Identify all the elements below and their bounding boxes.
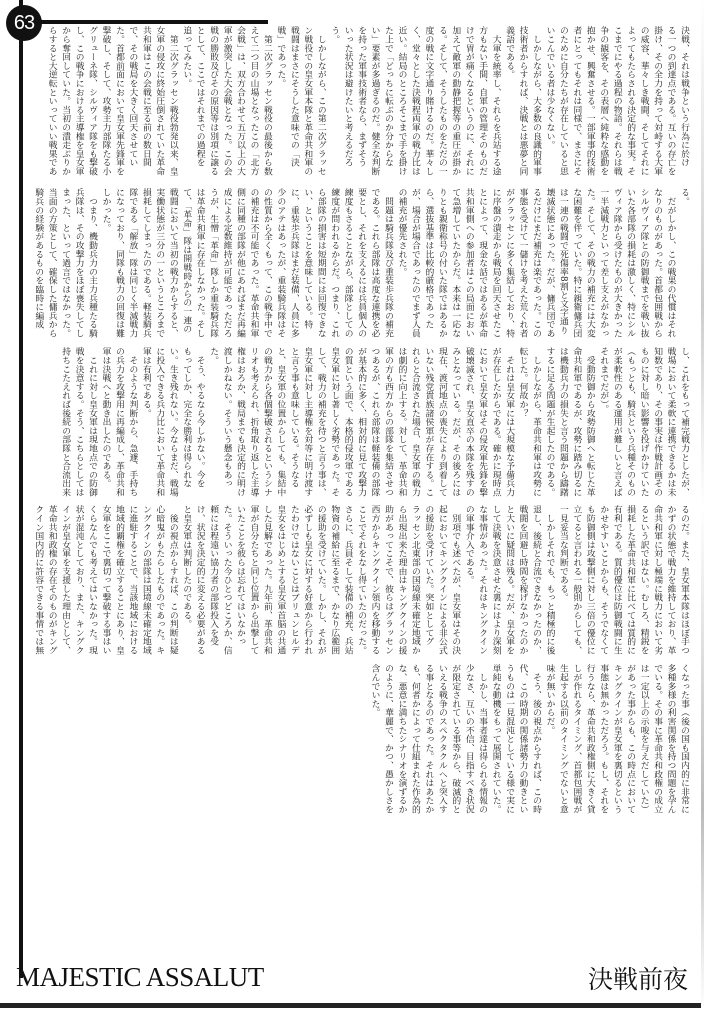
text-column: に、重装歩兵隊はまだ装備、人員に多 <box>288 188 299 338</box>
text-column: 軍の方も西方からの部隊を集結させつ <box>383 347 394 497</box>
text-column: が、場合が場合であったのでまず人員 <box>409 188 420 338</box>
text-column: があった事からも、この時点において <box>625 664 636 814</box>
text-column: 会戦」は、双方合わせて五万以上の大 <box>235 26 246 176</box>
text-column: し、この戦争における主導権を皇女軍 <box>73 26 84 176</box>
text-column: た。そういった今ひとつどころか、信 <box>221 505 232 655</box>
text-column: は機動兵力の損失と言う問題から躊躇 <box>557 347 568 497</box>
text-column: 後の視点からすれば、この判断は疑 <box>167 505 178 655</box>
text-column: くなった事（後の国も国内的に非常に <box>679 664 689 814</box>
text-column: しが作れるタイミング、首都包囲戦が <box>571 664 582 814</box>
text-column: いない残党貴族諸侯軍が存在する。こ <box>423 347 434 497</box>
text-column: さらに、兵員そして装備の補充、兵站 <box>342 505 353 655</box>
text-column: 問題は騎兵隊及び重装歩兵隊の補充 <box>383 188 394 338</box>
text-column: 度の戦に文字通り賭けるのだ。華々し <box>423 26 434 176</box>
text-column: 事態を受けて一儲けを考えた荒くれ者 <box>517 188 528 338</box>
text-column: 決戦、それは戦争という行為に於け <box>679 26 689 167</box>
text-column: 共和軍はこの会戦に至る前の数日間 <box>140 26 151 167</box>
text-column: 物資の補給に至るまで、かなり広範囲 <box>329 505 340 655</box>
text-column: たわけではないことはブリュンヒルデ <box>288 505 299 655</box>
text-column: して決戦を決意させた裏にはより深刻 <box>490 505 501 655</box>
text-column: し、これをもって補完戦力としたが、 <box>679 347 689 497</box>
text-column: もってしか、完全な勝利は得られな <box>181 347 192 488</box>
text-column: 含んでいた。 <box>369 664 380 717</box>
text-column: る事となるのであった。それはあたか <box>423 664 434 814</box>
text-column: 壊滅状態にあった。だが、傭兵団であ <box>544 188 555 338</box>
text-column: 権はおろか、戦局までも決定的に明け <box>235 347 246 497</box>
text-column: 争の観客を、その表層へ純粋な感動を <box>598 26 609 176</box>
text-column: の補充が優先された。 <box>396 188 407 276</box>
text-column: 地域的覇権を確立することにあり、皇 <box>113 505 124 655</box>
text-column: の質という面で、本格的侵攻軍である <box>342 347 353 497</box>
text-column: るだけにまだ補充は楽であった。この <box>531 188 542 338</box>
text-column: 行うなら、革命共和政権側に大きく貸 <box>584 664 595 814</box>
text-column: 皇女軍に対し主導権を対等に明け渡す <box>302 347 313 497</box>
text-column: 損耗した革命共和軍に比べては質的に <box>625 505 636 655</box>
text-column: それまでだが）。 <box>598 347 609 413</box>
text-column: の性質から全くもって、この戦争中で <box>261 188 272 338</box>
text-column: うものは一見混沌としている様で実に <box>504 664 515 814</box>
text-column: （もっとも、騎兵という兵種そのもの <box>625 347 636 497</box>
text-column: えて二つ目の山場となったこの「北方 <box>248 26 259 176</box>
text-column: 軍は決戦へと動き出したのである。 <box>100 347 111 488</box>
text-column: と言う事も意味している。そうなる <box>288 347 299 488</box>
text-column: かせやすいことからも、そうでなくて <box>598 505 609 655</box>
text-column: のように、華麗で、かつ、愚かしさを <box>383 664 394 814</box>
page-bottom-edge <box>0 1003 704 1008</box>
text-tier-2 <box>31 188 690 340</box>
text-column: らすると大逆転といっていい戦果であ <box>46 26 57 176</box>
text-column: 練度が問われるからだ。つまり、これ <box>329 188 340 338</box>
text-column: クイン国内的に許容できる事情では無 <box>33 505 44 655</box>
text-column: に投入できる兵力比において革命共和 <box>154 347 165 497</box>
text-column: は劇的に向上する。対して、革命共和 <box>396 347 407 497</box>
text-column: な、悪意に満ちたシナリオを演ずるか <box>396 664 407 814</box>
text-column: と大いに疑問は残る。だが、皇女軍を <box>504 505 515 655</box>
text-column: て急増していたからだ。本来は一応な <box>450 188 461 338</box>
text-column: た。 <box>208 347 219 365</box>
text-column: が柔軟性のある運用が難しいと言えば <box>611 347 622 497</box>
text-column: た。そして、その戦力の補充には大変 <box>584 188 595 338</box>
text-column: つまり、機動兵力の主力兵種たる騎 <box>87 188 98 338</box>
page-margin-rule-vertical <box>19 0 23 978</box>
text-column: 皇女軍に対し著しく劣勢であった。そ <box>329 347 340 497</box>
text-column: これに対し皇女軍は現地点での防御 <box>87 347 98 497</box>
text-column: る一つの到達点である。互いの存亡を <box>665 26 676 176</box>
text-column: に進駐することで、当該地域における <box>127 505 138 655</box>
page-header-rule <box>25 20 268 24</box>
text-column: しかった。 <box>100 188 111 232</box>
text-column: しかしながら、革命共和軍は攻勢に <box>531 347 542 497</box>
text-column: ものに対し暗い影響を投げかけていた <box>638 347 649 497</box>
text-column: 第二次グラッセン戦役勃発以来、皇 <box>167 26 178 176</box>
text-column: シルヴィア隊との防御戦までを戦い抜 <box>638 188 649 338</box>
text-column: が存在したからである。確かに現時点 <box>490 347 501 497</box>
text-column: 渡しかねない。そういう懸念もあっ <box>221 347 232 488</box>
text-column: の戦力から各個撃破されるというシナ <box>261 347 272 497</box>
text-column: 代、この時期の関係諸勢力の動きとい <box>517 664 528 814</box>
text-column: として、ここではそれまでの過程を <box>194 26 205 167</box>
text-tier-1 <box>44 26 690 178</box>
text-column: いた各部隊の損耗は激しく、特にシル <box>625 188 636 338</box>
text-column: い。生き残れない。今ならまだ、戦場 <box>167 347 178 497</box>
text-column: 軍が自分たちと同じ位置から出撃して <box>248 505 259 655</box>
text-column: 頼には程遠い協力者の部隊投入を受 <box>208 505 219 646</box>
text-column: は一連の戦闘で死傷率8割と文字通り <box>557 188 568 335</box>
text-column: だがしかし、この戦果の代償はそれ <box>665 188 676 338</box>
text-column: うが、生憎「革命」隊しか重装騎兵隊 <box>208 188 219 338</box>
text-column: それは皇女軍には大規模な予備兵力 <box>504 347 515 497</box>
text-column: 心暗鬼がもたらしたものであった。キ <box>154 505 165 655</box>
text-column: 戦闘を回避し時間を稼げなかったのか <box>517 505 528 655</box>
text-column: な事情があった。それはキングクイン <box>477 505 488 655</box>
text-column: 女軍をここで裏切って撃破する事はい <box>100 505 111 655</box>
text-column: から奪回していた。当初の潰走ぶりか <box>60 26 71 176</box>
text-column: に序盤の潰走から戦局を回天させたこ <box>490 188 501 338</box>
text-column: の軍事介入である。 <box>463 505 474 585</box>
text-column: る。 <box>679 188 689 206</box>
text-column: 側に同種の部隊が他にあればまだ再編 <box>235 188 246 338</box>
text-column: 革命共和政権の存在そのものがキング <box>46 505 57 655</box>
text-column: るのだ。また、皇女軍本隊はほぼ手つ <box>679 505 689 655</box>
text-column: け、状況を決定的に変える必要がある <box>194 505 205 655</box>
text-column: して、戦力の補充を待つと言う事は、 <box>315 347 326 497</box>
text-column: しかしながら、この第二次グラッセ <box>315 26 326 176</box>
text-column: 者にとってもそれは同様で、まさにそ <box>571 26 582 176</box>
text-column: 状が混沌としており、また、キングク <box>73 505 84 655</box>
text-column: の援助を受けていた。突如としてグ <box>423 505 434 646</box>
text-column: ら部隊の損害は短期間には回復できな <box>315 188 326 338</box>
text-column: ら出現出来た理由はキングクインの援 <box>396 505 407 655</box>
text-column: 成による定数維持が可能であっただろ <box>221 188 232 338</box>
text-column: 多種多様の利害関係を持つ問題を孕ん <box>665 664 676 814</box>
text-column: こまでにやる過程の物語。それらは戦 <box>611 26 622 176</box>
text-column: とによって、現金な話ではあるが革命 <box>477 188 488 338</box>
text-column: 加えて敵軍の動静把握等の重圧が掛か <box>450 26 461 176</box>
text-column: 戦の勝敗及びその原因等は別項に譲る <box>208 26 219 176</box>
text-column: は革命共和軍に存在しなかった。そし <box>194 188 205 338</box>
footer-chapter-title: 決戦前夜 <box>587 965 688 994</box>
text-column: 第二次グラッセン戦役の最後から数 <box>261 26 272 176</box>
text-column: ラッセン北東部の国境線未確定地域か <box>409 505 420 655</box>
text-column: いえる戦争のスペクタクルへと突入す <box>436 664 447 814</box>
text-column: 抱かせ、興奮させる。一部軍事的技術 <box>584 26 595 176</box>
text-column: 転じた。何故か？ <box>517 347 528 418</box>
text-column: の威容、華々しき戦闘、そしてそれに <box>638 26 649 176</box>
text-column: の兵力を攻撃用に再編成し、革命共和 <box>113 347 124 497</box>
text-column: 軍は有利である。 <box>140 347 151 418</box>
text-column: 命共和軍に対し極端に戦力において劣 <box>652 505 663 655</box>
text-column: 追ってみたい。 <box>181 26 192 88</box>
text-column: 味が無いからだ。 <box>544 664 555 735</box>
page-number-badge: 63 <box>6 5 42 41</box>
text-column: 近い。結局のところそこまで手を掛け <box>396 26 407 176</box>
text-column: 大軍を統率し、それらを兵站する途 <box>490 26 501 176</box>
text-column: 技術者からすれば、決戦とは悪夢と同 <box>517 26 528 176</box>
text-column: た上で「どっちに転ぶのか分からな <box>383 26 394 167</box>
text-column: 別項でも述べたが、皇女軍はその決 <box>450 505 461 655</box>
text-column: キングクインが皇女軍を裏切るという <box>611 664 622 814</box>
text-column: の援助を受けていた。しかし、それが <box>315 505 326 655</box>
text-column: 兵隊は、その攻撃力をほぼ喪失してし <box>73 188 84 338</box>
text-column: れらと合流された場合、皇女軍の戦力 <box>409 347 420 497</box>
text-column: しかし、当事者達は得られる情報の <box>477 664 488 814</box>
text-column: る。そして、そうしたものをただの一 <box>436 26 447 176</box>
text-column: するに足る問題が生起したのである。 <box>544 347 555 497</box>
text-column: 戦」であった。 <box>275 26 286 88</box>
text-column: 破壊滅され、皇女直卒の本隊を残すの <box>463 347 474 497</box>
text-column: く、堂々とした決戦程両軍の戦力比は <box>409 26 420 176</box>
text-column: インが皇女軍を支援した理由として、 <box>60 505 71 655</box>
text-column: みとなっている。だが、その後ろには <box>450 347 461 497</box>
text-column: 軍が激突した大会戦となった。この会 <box>221 26 232 176</box>
text-tier-4 <box>31 505 690 657</box>
text-column: 命共和軍であるが、攻勢に踏み切るに <box>571 347 582 497</box>
text-column: けで胃が痛くなるというのに、それに <box>463 26 474 176</box>
text-column: 共和軍側への参加者はこの局面におい <box>463 188 474 338</box>
footer-book-title: MAJESTIC ASSALUT <box>16 962 264 992</box>
text-column: 当面の方策として、確保した傭兵から <box>46 188 57 338</box>
text-column: るという訳ではない。むしろ、精鋭を <box>638 505 649 655</box>
text-column: 戦闘はまさにそうした意味での「決 <box>288 26 299 167</box>
text-column: 損耗してしまったのである。軽装騎兵 <box>140 188 151 338</box>
text-column: かずの状態で戦力を維持しており、革 <box>665 505 676 655</box>
text-column: 現在、渡河地点の喪失により到着して <box>436 347 447 497</box>
text-column: て、「革命」隊は開戦時からの一連の <box>181 188 192 334</box>
text-column: 戦場において柔軟に連携できるかは未 <box>665 347 676 497</box>
text-column: 持ちこたえれば後続の部隊と合流出来 <box>60 347 71 497</box>
text-column: しかしながら、大多数の良識的軍事 <box>531 26 542 176</box>
text-column: グリューネ隊、シルヴィア隊をも撃破 <box>87 26 98 176</box>
text-column: 騎兵の経験があるものを臨時に編成 <box>33 188 44 329</box>
text-column: そのような判断から、急遽、手持ち <box>127 347 138 497</box>
text-column: 一半減戦力といって差し支えがなかっ <box>598 188 609 338</box>
text-column: も、何者かによって仕組まれた作為的 <box>409 664 420 814</box>
text-column: 知数であり、その事実は作戦計画その <box>652 347 663 497</box>
text-tier-5 <box>367 664 690 816</box>
text-column: がグラッセンに多く集結しており、特 <box>504 188 515 338</box>
text-column: が限定されている事等から、破滅的と <box>450 664 461 814</box>
text-column: の補充は不可能であった。革命共和軍 <box>248 188 259 338</box>
text-column: と皇女軍は判断したのである。 <box>181 505 192 629</box>
text-column: 起においてキングクインによる非公式 <box>436 505 447 655</box>
text-column: 助があってこそで、彼らはグラッセン <box>383 505 394 655</box>
text-column: 必ずしも皇女に対する好意から行われ <box>302 505 313 655</box>
text-column: 戦闘において当初の戦力からすると、 <box>167 188 178 338</box>
text-column: になっており、同隊も戦力の回復は難 <box>113 188 124 338</box>
text-column: 立てると言われる一般則からしても、 <box>571 505 582 655</box>
text-column: 方もない手間、自軍の管理そのものだ <box>477 26 488 176</box>
text-column: 退し、後続と合流できなかったのか、 <box>531 505 542 655</box>
text-tier-3 <box>58 347 690 499</box>
text-column: 掛け、その全力を持って対峙する大軍 <box>652 26 663 176</box>
text-column: が基本的に多く、相対的に見て攻撃力 <box>356 347 367 497</box>
text-column: な困難を伴っていた。特に親衛傭兵団 <box>571 188 582 338</box>
text-column: まった、といって過言ではなかった。 <box>60 188 71 338</box>
text-column: 生起する以前のタイミングでないと意 <box>557 664 568 814</box>
text-column: 練度もさることながら、部隊としての <box>342 188 353 338</box>
text-column: 女軍の侵攻に終始圧倒されていた革命 <box>154 26 165 176</box>
text-column: 単純な動機をもって展開されていた。 <box>490 664 501 814</box>
text-column: いった状況は避けたいと考えるだろ <box>342 26 353 167</box>
text-column: そう、やるなら今しかない。今を <box>194 347 205 488</box>
text-column: い」要素が多過ぎるのだ。健全な判断 <box>369 26 380 176</box>
text-column: 一見妥当な判断である。 <box>557 505 568 602</box>
text-column: ことでそれをなし得ていたのだった。 <box>356 505 367 655</box>
text-column: した見解であった。九年前、革命共和 <box>261 505 272 655</box>
text-column: つあるが、これら部隊は軽装備の部隊 <box>369 347 380 497</box>
text-column: くらなんでも考えてはいなかった。現 <box>87 505 98 655</box>
text-column: ングクインの部隊は国境線未確定地域 <box>140 505 151 655</box>
text-column: いこんでいる者は少なくない。 <box>544 26 555 150</box>
text-column: 実働状態が三分の一というところまで <box>154 188 165 338</box>
text-column: のために自分たちが存在していると思 <box>557 26 568 176</box>
text-column: りとも親衛称号の付いた隊ではあるか <box>436 188 447 338</box>
text-column: 西方からキングクイン領内を移動する <box>369 505 380 655</box>
text-column: リオも考えられ、折角取り返した主導 <box>248 347 259 497</box>
text-column: 義語である。 <box>504 26 515 79</box>
text-column: た。首都前面において皇女軍先鋒軍を <box>113 26 124 176</box>
text-column: ら、選抜基準は比較的厳格であった <box>423 188 434 329</box>
text-column: 少なさ、互いの不信、目指すべき状況 <box>463 664 474 814</box>
text-column: う。 <box>329 26 340 44</box>
text-column: において皇女軍はその侵攻軍先鋒を撃 <box>477 347 488 497</box>
text-column: である。これら部隊は高度な連携を必 <box>369 188 380 338</box>
text-column: を持った軍事技術者なら、まずそう <box>356 26 367 167</box>
text-column: 事態は無かっただろう。もし、それを <box>598 664 609 814</box>
text-column: よってもたらされる決定的な事実。そ <box>625 26 636 176</box>
text-column: 皇女をはじめとする皇女軍首脳の共通 <box>275 505 286 655</box>
text-column: 戦を決意する。そう、こちらとしては <box>73 347 84 497</box>
text-column: 少のアテはあったが、重装騎兵隊はそ <box>275 188 286 338</box>
text-column: そう、後の視点からすれば、この時 <box>531 664 542 814</box>
text-column: 有利である。質的優位は防御戦闘に生 <box>611 505 622 655</box>
text-column: も防御側は攻撃側に対し三倍の優位に <box>584 505 595 655</box>
text-column: 受動防御から攻勢防御へと転じた革 <box>584 347 595 497</box>
text-column: は一定以上の示唆を与えだしていた） <box>638 664 649 814</box>
text-column: しかしそれでも、もっと積極的に後 <box>544 505 555 655</box>
text-column: なりのものがあった。首都包囲戦から <box>652 188 663 338</box>
text-column: 隊である「解放」隊は同じく半減戦力 <box>127 188 138 338</box>
text-column: でいる。その事に革命共和政権の成立 <box>652 664 663 814</box>
text-column: 撃破し、そして、攻勢主力部隊たる小 <box>100 26 111 176</box>
text-column: 要とし、それを支えるには兵員個人の <box>356 188 367 338</box>
text-column: で、その戦局を大きく回天させてい <box>127 26 138 167</box>
text-column: い、ということを意味している。特 <box>302 188 313 329</box>
text-column: いたことを彼らは忘れてはいなかっ <box>235 505 246 646</box>
text-column: ヴィア隊から受けたものが大きかった <box>611 188 622 338</box>
text-column: ン戦役での皇女軍本隊と革命共和軍の <box>302 26 313 176</box>
text-column: と、皇女軍の位置からしても、集結中 <box>275 347 286 497</box>
